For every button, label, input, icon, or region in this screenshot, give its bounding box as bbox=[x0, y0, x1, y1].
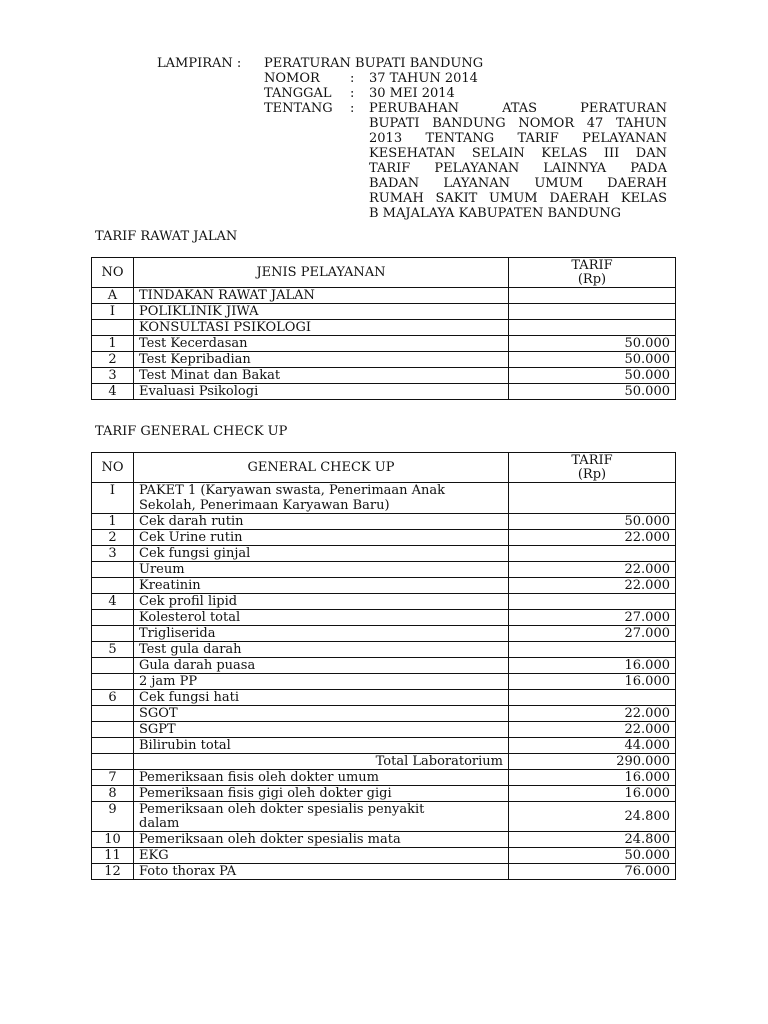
row9-line: Pemeriksaan oleh dokter spesialis penyakit bbox=[139, 801, 425, 817]
row-name: Test Kecerdasan bbox=[134, 336, 509, 352]
row-name: Cek profil lipid bbox=[134, 594, 509, 610]
table-row bbox=[92, 594, 676, 610]
row-tarif bbox=[509, 288, 676, 304]
total-row bbox=[92, 754, 676, 770]
row-tarif: 22.000 bbox=[509, 530, 676, 546]
row-no bbox=[92, 706, 134, 722]
row-tarif: 50.000 bbox=[509, 368, 676, 384]
nomor-value: 37 TAHUN 2014 bbox=[369, 71, 478, 86]
tentang-line: BADAN LAYANAN UMUM DAERAH bbox=[369, 176, 667, 191]
table-row bbox=[92, 626, 676, 642]
row-no: I bbox=[92, 483, 134, 514]
section-title-general-check-up: TARIF GENERAL CHECK UP bbox=[95, 424, 288, 439]
table-row bbox=[92, 578, 676, 594]
row-name: Bilirubin total bbox=[134, 738, 509, 754]
tentang-line: KESEHATAN SELAIN KELAS III DAN bbox=[369, 146, 667, 161]
row-tarif: 76.000 bbox=[509, 864, 676, 880]
table-row bbox=[92, 848, 676, 864]
row-no: 4 bbox=[92, 594, 134, 610]
row-no bbox=[92, 658, 134, 674]
row-name: Trigliserida bbox=[134, 626, 509, 642]
row-name: Test Minat dan Bakat bbox=[134, 368, 509, 384]
tentang-line: BUPATI BANDUNG NOMOR 47 TAHUN bbox=[369, 116, 667, 131]
table-header-row bbox=[92, 453, 676, 483]
row-tarif bbox=[509, 642, 676, 658]
row-no: 4 bbox=[92, 384, 134, 400]
table-row bbox=[92, 610, 676, 626]
table-row bbox=[92, 642, 676, 658]
row-tarif bbox=[509, 546, 676, 562]
tarif-unit: (Rp) bbox=[577, 271, 607, 287]
row-name: Gula darah puasa bbox=[134, 658, 509, 674]
row-name: POLIKLINIK JIWA bbox=[134, 304, 509, 320]
row-tarif: 27.000 bbox=[509, 626, 676, 642]
table-row bbox=[92, 722, 676, 738]
table-row-paket bbox=[92, 483, 676, 514]
row-tarif bbox=[509, 304, 676, 320]
row-name: Pemeriksaan fisis oleh dokter umum bbox=[134, 770, 509, 786]
row-tarif bbox=[509, 594, 676, 610]
row-no: I bbox=[92, 304, 134, 320]
table-row bbox=[92, 802, 676, 832]
section-title-rawat-jalan: TARIF RAWAT JALAN bbox=[95, 229, 238, 244]
row-name: Pemeriksaan fisis gigi oleh dokter gigi bbox=[134, 786, 509, 802]
tentang-text bbox=[369, 101, 667, 221]
row-no bbox=[92, 562, 134, 578]
row-tarif: 22.000 bbox=[509, 578, 676, 594]
row-no bbox=[92, 738, 134, 754]
row-no bbox=[92, 626, 134, 642]
row-no: 5 bbox=[92, 642, 134, 658]
row-name: Test Kepribadian bbox=[134, 352, 509, 368]
table-row bbox=[92, 530, 676, 546]
table-header-row bbox=[92, 258, 676, 288]
table-row bbox=[92, 738, 676, 754]
row-name: SGOT bbox=[134, 706, 509, 722]
col-header-general-check-up: GENERAL CHECK UP bbox=[134, 453, 509, 483]
row-tarif: 16.000 bbox=[509, 658, 676, 674]
table-row bbox=[92, 864, 676, 880]
tentang-colon: : bbox=[350, 101, 355, 116]
row-tarif: 50.000 bbox=[509, 384, 676, 400]
col-header-no: NO bbox=[92, 453, 134, 483]
row-no: 9 bbox=[92, 802, 134, 832]
row-no: 1 bbox=[92, 514, 134, 530]
paket-line: PAKET 1 (Karyawan swasta, Penerimaan Anak bbox=[139, 483, 446, 498]
row-no: 3 bbox=[92, 546, 134, 562]
table-row bbox=[92, 352, 676, 368]
row-no: 1 bbox=[92, 336, 134, 352]
col-header-tarif bbox=[509, 258, 676, 288]
row-no bbox=[92, 674, 134, 690]
row-name: KONSULTASI PSIKOLOGI bbox=[134, 320, 509, 336]
row-no: 2 bbox=[92, 530, 134, 546]
row-tarif bbox=[509, 483, 676, 514]
row-no bbox=[92, 610, 134, 626]
row-tarif: 44.000 bbox=[509, 738, 676, 754]
row-name bbox=[134, 802, 509, 832]
row-tarif: 16.000 bbox=[509, 674, 676, 690]
row-name: Cek Urine rutin bbox=[134, 530, 509, 546]
tentang-label: TENTANG bbox=[264, 101, 333, 116]
row-name: Ureum bbox=[134, 562, 509, 578]
row-no: 7 bbox=[92, 770, 134, 786]
row-no: 8 bbox=[92, 786, 134, 802]
row-tarif: 50.000 bbox=[509, 352, 676, 368]
row-name bbox=[134, 483, 509, 514]
row-no bbox=[92, 578, 134, 594]
table-row bbox=[92, 514, 676, 530]
row-no: 3 bbox=[92, 368, 134, 384]
tarif-unit: (Rp) bbox=[577, 466, 607, 482]
row-tarif: 16.000 bbox=[509, 786, 676, 802]
row-no bbox=[92, 722, 134, 738]
table-row bbox=[92, 658, 676, 674]
table-row bbox=[92, 546, 676, 562]
table-row bbox=[92, 770, 676, 786]
row-name: Foto thorax PA bbox=[134, 864, 509, 880]
row-name: Pemeriksaan oleh dokter spesialis mata bbox=[134, 832, 509, 848]
table-row bbox=[92, 384, 676, 400]
nomor-colon: : bbox=[350, 71, 355, 86]
table-row bbox=[92, 304, 676, 320]
row-tarif: 22.000 bbox=[509, 706, 676, 722]
table-row bbox=[92, 674, 676, 690]
row-no bbox=[92, 754, 134, 770]
rawat-jalan-table bbox=[91, 257, 676, 400]
col-header-jenis-pelayanan: JENIS PELAYANAN bbox=[134, 258, 509, 288]
row-name: EKG bbox=[134, 848, 509, 864]
table-row bbox=[92, 320, 676, 336]
col-header-no: NO bbox=[92, 258, 134, 288]
total-value: 290.000 bbox=[509, 754, 676, 770]
table-row bbox=[92, 690, 676, 706]
paket-line: Sekolah, Penerimaan Karyawan Baru) bbox=[139, 498, 390, 513]
tanggal-label: TANGGAL bbox=[264, 86, 332, 101]
tentang-line: PERUBAHAN ATAS PERATURAN bbox=[369, 101, 667, 116]
row-tarif: 24.800 bbox=[509, 832, 676, 848]
table-row bbox=[92, 706, 676, 722]
row-no: 10 bbox=[92, 832, 134, 848]
table-row bbox=[92, 786, 676, 802]
row-tarif: 22.000 bbox=[509, 722, 676, 738]
table-row bbox=[92, 288, 676, 304]
table-row bbox=[92, 368, 676, 384]
row-name: 2 jam PP bbox=[134, 674, 509, 690]
row-name: TINDAKAN RAWAT JALAN bbox=[134, 288, 509, 304]
lampiran-value: PERATURAN BUPATI BANDUNG bbox=[264, 56, 484, 71]
row9-line: dalam bbox=[139, 815, 180, 831]
row-tarif: 27.000 bbox=[509, 610, 676, 626]
tentang-line: B MAJALAYA KABUPATEN BANDUNG bbox=[369, 206, 622, 221]
nomor-label: NOMOR bbox=[264, 71, 320, 86]
row-tarif: 50.000 bbox=[509, 336, 676, 352]
row-name: Cek darah rutin bbox=[134, 514, 509, 530]
row-name: Kolesterol total bbox=[134, 610, 509, 626]
row-tarif: 24.800 bbox=[509, 802, 676, 832]
table-row bbox=[92, 832, 676, 848]
tarif-label: TARIF bbox=[571, 257, 613, 273]
row-tarif: 16.000 bbox=[509, 770, 676, 786]
row-no: 2 bbox=[92, 352, 134, 368]
row-tarif: 50.000 bbox=[509, 514, 676, 530]
row-name: Kreatinin bbox=[134, 578, 509, 594]
row-name: Evaluasi Psikologi bbox=[134, 384, 509, 400]
row-name: Cek fungsi hati bbox=[134, 690, 509, 706]
total-label: Total Laboratorium bbox=[134, 754, 509, 770]
row-no: 11 bbox=[92, 848, 134, 864]
row-name: Cek fungsi ginjal bbox=[134, 546, 509, 562]
row-name: SGPT bbox=[134, 722, 509, 738]
col-header-tarif bbox=[509, 453, 676, 483]
tarif-label: TARIF bbox=[571, 452, 613, 468]
tentang-line: TARIF PELAYANAN LAINNYA PADA bbox=[369, 161, 667, 176]
tentang-line: RUMAH SAKIT UMUM DAERAH KELAS bbox=[369, 191, 667, 206]
row-no: 12 bbox=[92, 864, 134, 880]
row-tarif bbox=[509, 320, 676, 336]
row-tarif bbox=[509, 690, 676, 706]
tanggal-colon: : bbox=[350, 86, 355, 101]
general-check-up-table bbox=[91, 452, 676, 880]
row-tarif: 50.000 bbox=[509, 848, 676, 864]
tanggal-value: 30 MEI 2014 bbox=[369, 86, 455, 101]
table-row bbox=[92, 336, 676, 352]
row-tarif: 22.000 bbox=[509, 562, 676, 578]
row-no: A bbox=[92, 288, 134, 304]
row-no bbox=[92, 320, 134, 336]
table-row bbox=[92, 562, 676, 578]
lampiran-label: LAMPIRAN : bbox=[157, 56, 242, 71]
tentang-line: 2013 TENTANG TARIF PELAYANAN bbox=[369, 131, 667, 146]
row-name: Test gula darah bbox=[134, 642, 509, 658]
row-no: 6 bbox=[92, 690, 134, 706]
